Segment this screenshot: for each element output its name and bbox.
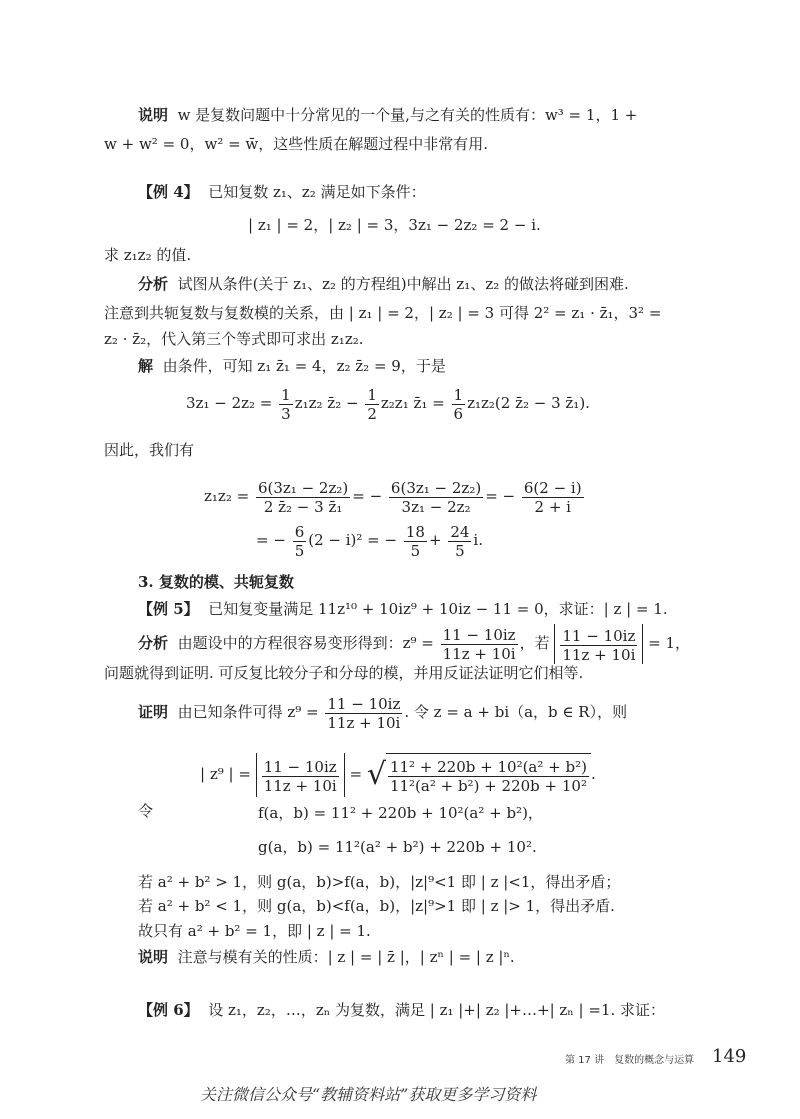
- note1-line1: [138, 104, 637, 126]
- ex5-proof-line1: 证明 由已知条件可得 z⁹ = $\frac{11 - 10iz}{11z + 10i}$ . 令 z = a + bi（a，b ∈ R），则: [138, 694, 628, 732]
- ex4-statement: [138, 181, 426, 203]
- ex4-solution-line1: 解 由条件，可知 z₁ z̄₁ = 4，z₂ z̄₂ = 9，于是: [138, 357, 446, 375]
- page-number: 149: [712, 1046, 747, 1067]
- watermark-text: 关注微信公众号“教辅资料站”获取更多学习资料: [200, 1085, 537, 1104]
- ex5-note: 说明 注意与模有关的性质：| z | = | z̄ |，| zⁿ | = | z |ⁿ.: [138, 948, 515, 966]
- ex6-statement: 【例 6】 设 z₁，z₂，…，zₙ 为复数，满足 | z₁ |+| z₂ |+…+| zₙ | =1. 求证：: [138, 1001, 666, 1019]
- ex5-statement: 【例 5】 已知复变量满足 11z¹⁰ + 10iz⁹ + 10iz − 11 = 0，求证：| z | = 1.: [138, 600, 668, 618]
- ex5-let: 令: [138, 802, 154, 820]
- note1-line2: w + w² = 0，w² = w̄，这些性质在解题过程中非常有用.: [104, 135, 489, 153]
- note-label: 说明: [138, 106, 169, 124]
- section-title: 3. 复数的模、共轭复数: [138, 573, 294, 591]
- ex5-analysis-line2: 问题就得到证明. 可反复比较分子和分母的模，并用反证法证明它们相等.: [104, 664, 584, 682]
- ex4-equation-1: 3z₁ − 2z₂ = $\frac{1}{3}$ z₁z₂ z̄₂ − $\frac{1}{2}$ z₂z₁ z̄₁ = $\frac{1}{6}$ z₁z₂(2 z̄₂ − 3 z̄₁).: [186, 385, 590, 423]
- ex5-analysis-line1: 分析 由题设中的方程很容易变形得到：z⁹ = $\frac{11 - 10iz}{11z + 10i}$ ，若 $\frac{11 - 10iz}{11z + 10i}$ = 1，: [138, 625, 691, 664]
- ex5-g-def: g(a，b) = 11²(a² + b²) + 220b + 10².: [258, 838, 537, 856]
- ex4-thus: 因此，我们有: [104, 441, 195, 459]
- ex5-modulus-equation: | z⁹ | = $\frac{11 - 10iz}{11z + 10i}$ = √ $\frac{\text{11² + 220b + 10²(a² + b²)}}{\text{11²(a² + b²) + 220b + 10²}}$ .: [200, 752, 596, 798]
- ex5-case1: 若 a² + b² > 1，则 g(a，b)>f(a，b)，|z|⁹<1 即 | z |<1，得出矛盾；: [138, 873, 621, 891]
- analysis-label: 分析: [138, 275, 169, 293]
- ex6-label: 【例 6】: [138, 1001, 199, 1019]
- ex5-case2: 若 a² + b² < 1，则 g(a，b)<f(a，b)，|z|⁹>1 即 | z |> 1，得出矛盾.: [138, 897, 615, 915]
- solution-label: 解: [138, 357, 154, 375]
- note-text: w 是复数问题中十分常见的一个量,与之有关的性质有：w³ = 1，1 +: [177, 106, 638, 124]
- ex4-condition: | z₁ | = 2，| z₂ | = 3，3z₁ − 2z₂ = 2 − i.: [248, 216, 541, 234]
- ex4-label: 【例 4】: [138, 183, 199, 201]
- ex5-label: 【例 5】: [138, 600, 199, 618]
- ex5-conclude: 故只有 a² + b² = 1，即 | z | = 1.: [138, 922, 371, 940]
- ex4-analysis-line3: z₂ · z̄₂，代入第三个等式即可求出 z₁z₂.: [104, 330, 364, 348]
- ex4-stmt: 已知复数 z₁、z₂ 满足如下条件：: [208, 183, 426, 201]
- ex4-analysis-line2: 注意到共轭复数与复数模的关系，由 | z₁ | = 2，| z₂ | = 3 可得 2² = z₁ · z̄₁，3² =: [104, 304, 662, 322]
- ex4-equation-3: = − $\frac{6}{5}$ (2 − i)² = − $\frac{18}{5}$ + $\frac{24}{5}$ i.: [256, 522, 483, 560]
- ex4-ask: 求 z₁z₂ 的值.: [104, 246, 192, 264]
- chapter-footer: 第 17 讲 复数的概念与运算: [565, 1055, 695, 1066]
- ex4-equation-2: z₁z₂ = $\frac{\text{6(3z₁ − 2z₂)}}{\text{2 z̄₂ − 3 z̄₁}}$ = − $\frac{\text{6(3z₁ − 2z₂)}}{\text{3z₁ − 2z₂}}$ = − $\frac{6(2 - i)}{2 + i}$: [204, 478, 582, 516]
- ex5-f-def: f(a，b) = 11² + 220b + 10²(a² + b²)，: [258, 804, 543, 822]
- ex4-analysis-line1: 分析 试图从条件(关于 z₁、z₂ 的方程组)中解出 z₁、z₂ 的做法将碰到困难.: [138, 275, 629, 293]
